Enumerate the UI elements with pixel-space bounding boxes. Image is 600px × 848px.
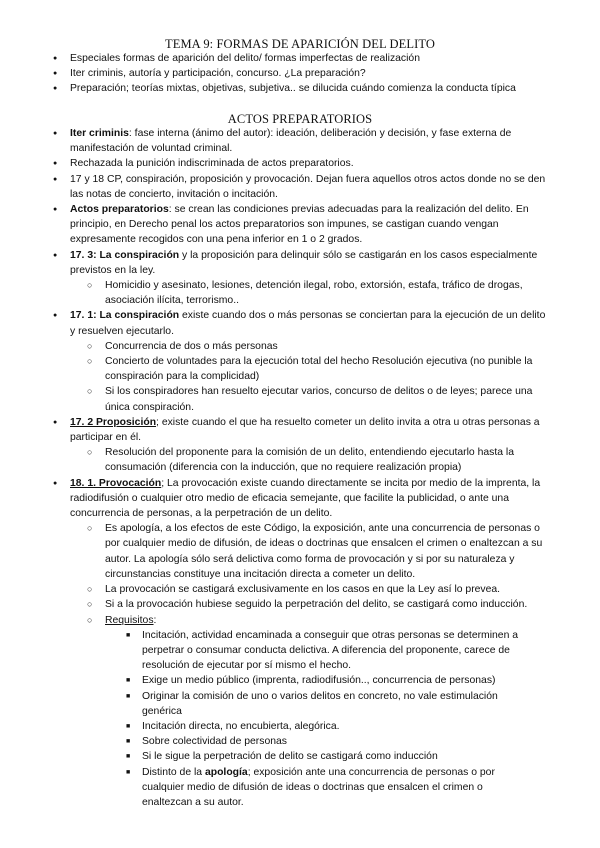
intro-list [0,51,600,97]
list-item: ● Iter criminis, autoría y participación, concurso. ¿La preparación? [0,66,600,81]
sub-list-item: ○ Concierto de voluntades para la ejecución total del hecho Resolución ejecutiva (no punible la conspiración para la complicidad) [0,354,600,384]
term-text: ; La provocación existe cuando directamente se incita por medio de la imprenta, la radiodifusión o cualquier otro medio de eficacia semejante, que facilite la publicidad, o ante una concurrencia de personas, a la perpetración de un delito. [70,477,541,520]
sub-list-item: ○ Homicidio y asesinato, lesiones, detención ilegal, robo, extorsión, estafa, tráfico de drogas, asociación ilícita, terrorismo.. [0,278,600,308]
requisitos-colon: : [153,614,157,626]
requisito-item: ■ Exige un medio público (imprenta, radiodifusión.., concurrencia de personas) [0,673,600,688]
sub-list-item-requisitos [0,613,600,628]
sub-list-item: ○ Resolución del proponente para la comisión de un delito, entendiendo ejecutarlo hasta la consumación (diferencia con la inducción, que no requiere realización propia) [0,445,600,475]
sub-list-item: ○ Concurrencia de dos o más personas [0,339,600,354]
requisito-item: ■ Si le sigue la perpetración de delito se castigará como inducción [0,749,600,764]
list-item-art-17-2 [0,415,600,445]
requisito-item: ■ Incitación directa, no encubierta, alegórica. [0,719,600,734]
section-title: ACTOS PREPARATORIOS [227,112,373,126]
list-item: ● 17 y 18 CP, conspiración, proposición y provocación. Dejan fuera aquellos otros actos donde no se den las notas de concierto, invitación o incitación. [0,172,600,202]
list-item: ● Preparación; teorías mixtas, objetivas, subjetiva.. se dilucida cuándo comienza la conducta típica [0,81,600,96]
term-label: apología [204,766,248,778]
term-text: existe cuando dos o más personas se conciertan para la ejecución de un delito y resuelven ejecutarlo. [70,310,546,337]
term-label: 18. 1. Provocación [70,477,162,489]
list-item: ● Rechazada la punición indiscriminada de actos preparatorios. [0,156,600,171]
list-item-art-18 [0,476,600,522]
requisito-item: ■ Sobre colectividad de personas [0,734,600,749]
sub-list-item: ○ Si los conspiradores han resuelto ejecutar varios, concurso de delitos o de leyes; parece una única conspiración. [0,384,600,414]
term-label: Actos preparatorios [70,204,169,216]
sub-list-item: ○ Si a la provocación hubiese seguido la perpetración del delito, se castigará como inducción. [0,597,600,612]
requisito-item: ■ Originar la comisión de uno o varios delitos en concreto, no vale estimulación genérica [0,689,600,719]
requisito-item: ■ Incitación, actividad encaminada a conseguir que otras personas se determinen a perpetrar o consumar conducta delictiva. A diferencia del proponente, carece de resolución de ejecutar por sí mismo el hecho. [0,628,600,674]
term-text: y la proposición para delinquir sólo se castigarán en los casos especialmente previstos en la ley. [70,249,538,276]
page-title: TEMA 9: FORMAS DE APARICIÓN DEL DELITO [164,37,436,51]
term-text: : fase interna (ánimo del autor): ideación, deliberación y decisión, y fase externa de manifestación de voluntad criminal. [70,128,512,155]
requisito-item-apologia [0,765,600,811]
term-text: : se crean las condiciones previas adecuadas para la realización del delito. En principio, en Derecho penal los actos preparatorios son impunes, se castigan cuando vengan expresamente recogidos con una pena inferior en 1 o 2 grados. [70,204,529,246]
term-text: Distinto de la [142,766,205,778]
list-item: ● Especiales formas de aparición del delito/ formas imperfectas de realización [0,51,600,66]
list-item-art-17-3 [0,248,600,278]
sub-list-item: ○ Es apología, a los efectos de este Código, la exposición, ante una concurrencia de personas o por cualquier medio de difusión, de ideas o doctrinas que ensalcen el crimen o enaltezcan a su autor. La apología sólo será delictiva como forma de provocación y si por su naturaleza y circunstancias constituye una incitación directa a cometer un delito. [0,521,600,582]
requisitos-label: Requisitos [105,614,154,626]
list-item-art-17-1 [0,308,600,338]
term-text: ; exposición ante una concurrencia de personas o por cualquier medio de difusión de ideas o doctrinas que ensalcen el crimen o enaltezcan a su autor. [142,766,495,808]
term-label: 17. 1: La conspiración [70,310,180,322]
list-item-iter-criminis [0,126,600,156]
sub-list-item: ○ La provocación se castigará exclusivamente en los casos en que la Ley así lo prevea. [0,582,600,597]
term-label: 17. 2 Proposición [70,416,157,428]
term-text: ; existe cuando el que ha resuelto cometer un delito invita a otra u otras personas a participar en él. [70,416,540,444]
term-label: 17. 3: La conspiración [70,249,180,261]
list-item-actos-preparatorios [0,202,600,248]
body-list [0,126,600,810]
term-label: Iter criminis [70,128,129,139]
